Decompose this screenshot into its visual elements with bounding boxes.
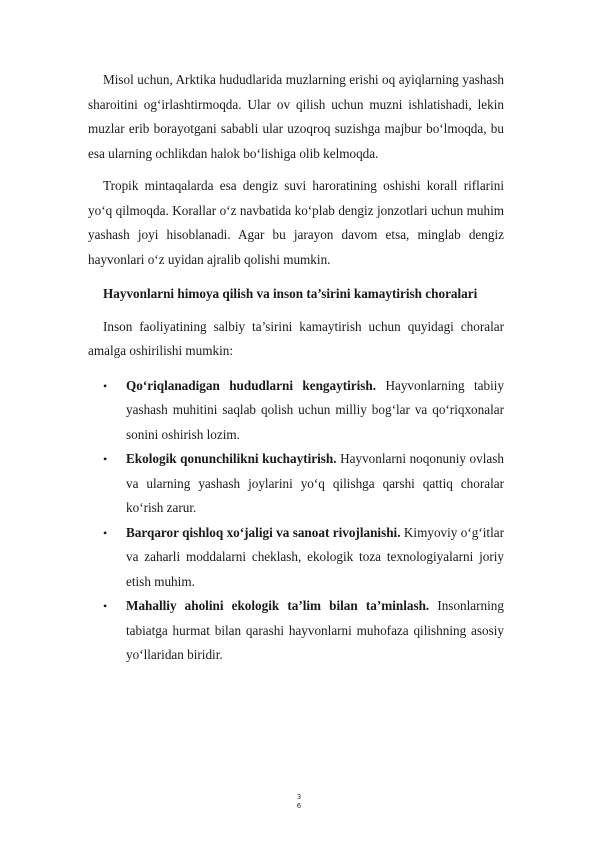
bullet-icon: •: [103, 378, 108, 393]
bullet-icon: •: [103, 525, 108, 540]
bullet-icon: •: [103, 452, 108, 466]
list-item-title: Barqaror qishloq xo‘jaligi va sanoat rivojlanishi.: [126, 524, 401, 540]
list-item: [88, 374, 504, 448]
page-number-digit-1: 3: [296, 793, 302, 801]
list-item-text: Kimyoviy o‘g‘itlar va zaharli moddalarni cheklash, ekologik toza texnologiyalarni joriy etish muhim.: [126, 524, 504, 589]
page-number-digit-2: 6: [296, 802, 302, 810]
section-heading: Hayvonlarni himoya qilish va inson ta’sirini kamaytirish choralari: [103, 286, 478, 301]
list-item: [88, 521, 504, 595]
list-item-text: Insonlarning tabiatga hurmat bilan qarashi hayvonlarni muhofaza qilishning asosiy yo‘llaridan biridir.: [126, 598, 504, 662]
measures-list: [88, 374, 504, 668]
list-item-text: Hayvonlarning tabiiy yashash muhitini saqlab qolish uchun milliy bog‘lar va qo‘riqxonalar sonini oshirish lozim.: [126, 377, 504, 442]
list-item: [88, 594, 504, 668]
list-item-title: Mahalliy aholini ekologik ta’lim bilan ta’minlash.: [126, 598, 430, 613]
paragraph-tropics: Tropik mintaqalarda esa dengiz suvi haroratining oshishi korall riflarini yo‘q qilmoqda. Korallar o‘z navbatida ko‘plab dengiz jonzotlari uchun muhim yashash joyi hisoblanadi. Agar bu jarayon davom etsa, minglab dengiz hayvonlari o‘z uyidan ajralib qolishi mumkin.: [88, 178, 504, 267]
bullet-icon: •: [103, 599, 108, 613]
document-page: [88, 68, 504, 668]
list-item-title: Ekologik qonunchilikni kuchaytirish.: [126, 451, 337, 466]
list-item-text: Hayvonlarni noqonuniy ovlash va ularning yashash joylarini yo‘q qilishga qarshi qattiq choralar ko‘rish zarur.: [126, 451, 504, 515]
intro-paragraph: Inson faoliyatining salbiy ta’sirini kamaytirish uchun quyidagi choralar amalga oshirilishi mumkin:: [88, 318, 504, 358]
list-item: [88, 447, 504, 521]
page-number: [294, 793, 304, 811]
paragraph-arctic: Misol uchun, Arktika hududlarida muzlarning erishi oq ayiqlarning yashash sharoitini og‘irlashtirmoqda. Ular ov qilish uchun muzni ishlatishadi, lekin muzlar erib borayotgani sababli ular uzoqroq suzishga majbur bo‘lmoqda, bu esa ularning ochlikdan halok bo‘lishiga olib kelmoqda.: [88, 72, 504, 161]
list-item-title: Qo‘riqlanadigan hududlarni kengaytirish.: [126, 377, 377, 393]
